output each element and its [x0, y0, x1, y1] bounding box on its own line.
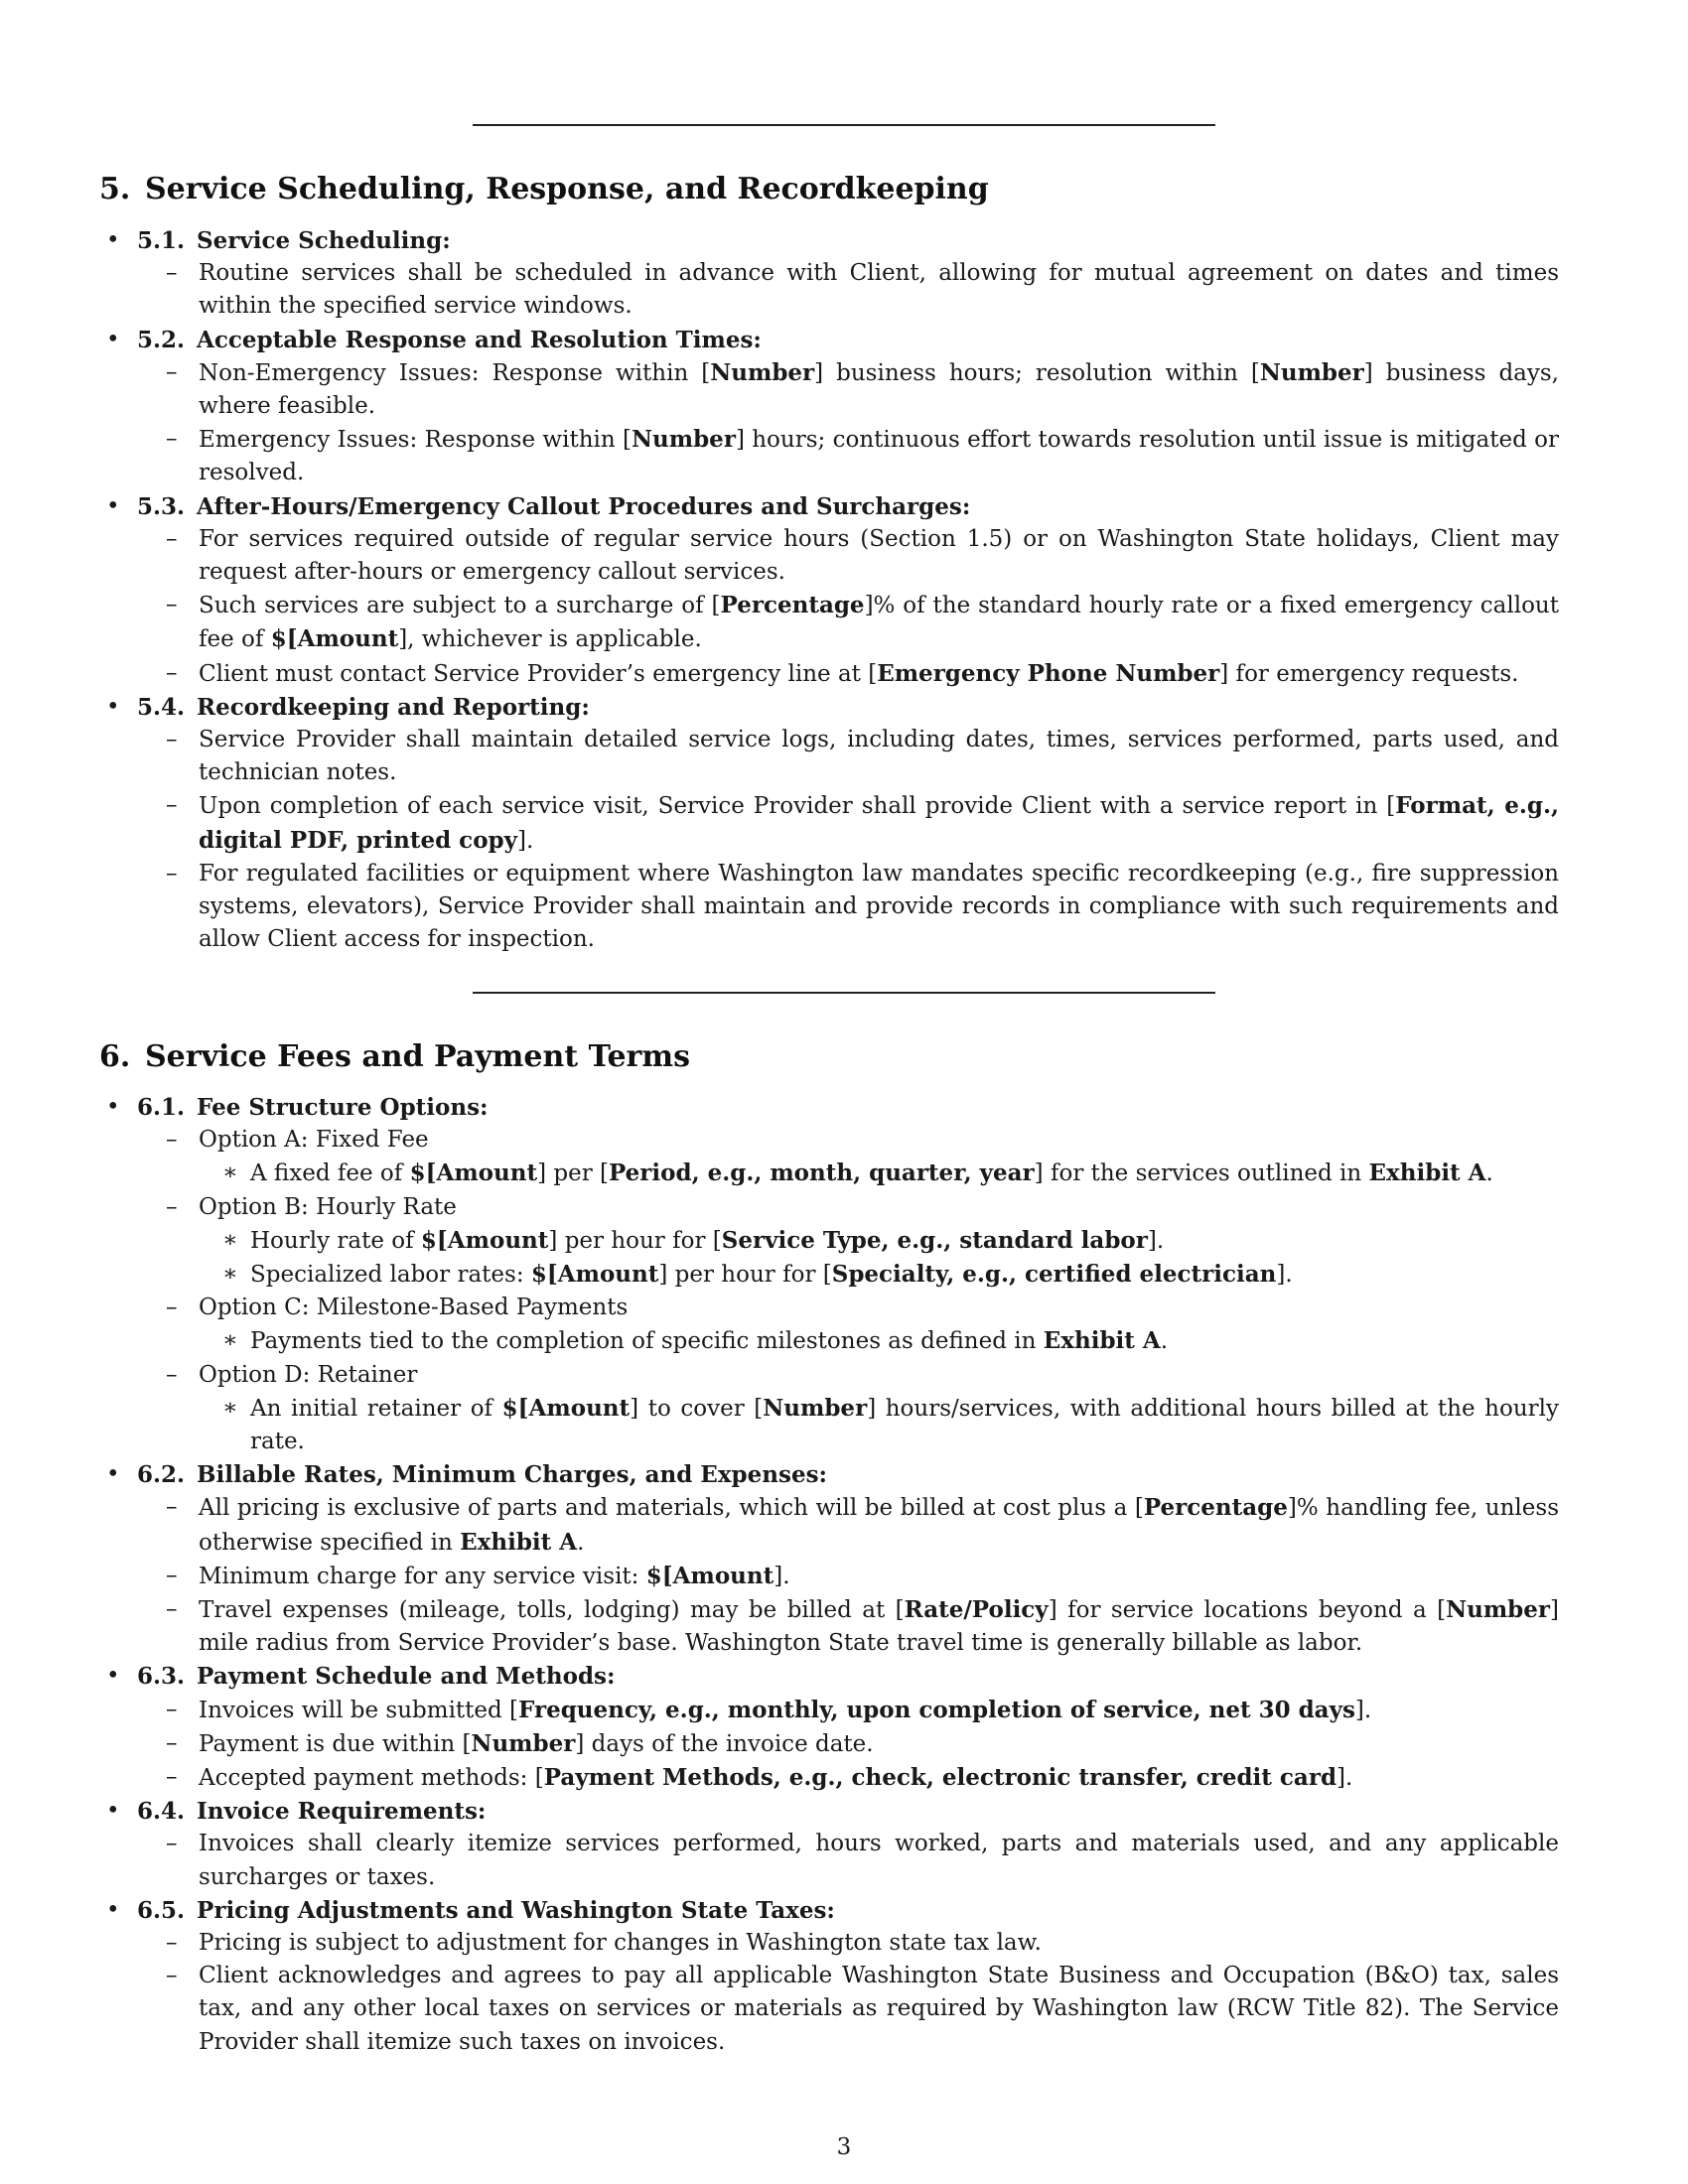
section-6-body: [0, 1091, 1688, 2059]
list-item: – Accepted payment methods: [Payment Methods, e.g., check, electronic transfer, credit card].: [166, 1764, 1353, 1792]
clause-5-1: • 5.1. Service Scheduling: – Routine services shall be scheduled in advance with Client, allowing for mutual agreement on dates and times within the specified service windows.: [137, 224, 1589, 324]
section-6-heading: 6. Service Fees and Payment Terms: [99, 1039, 690, 1074]
list-item: – For services required outside of regular service hours (Section 1.5) or on Washington State holidays, Client may request after-hours or emergency callout services.: [166, 525, 1559, 586]
list-item: – Service Provider shall maintain detailed service logs, including dates, times, services performed, parts used, and technician notes.: [166, 727, 1559, 786]
list-item: ∗ Specialized labor rates: $[Amount] per hour for [Specialty, e.g., certified electrician].: [222, 1261, 1293, 1289]
option-b: – Option B: Hourly Rate ∗ Hourly rate of $[Amount] per hour for [Service Type, e.g., standard labor]. ∗ Specialized labor rates: $[Amount] per hour for [Specialty, e.g., certified electrician].: [199, 1191, 1559, 1293]
page-number: 3: [836, 2134, 852, 2160]
list-item: ∗ An initial retainer of $[Amount] to cover [Number] hours/services, with additional hours billed at the hourly rate.: [222, 1394, 1559, 1455]
list-item: ∗ Hourly rate of $[Amount] per hour for [Service Type, e.g., standard labor].: [222, 1226, 1165, 1254]
list-item: – Minimum charge for any service visit: $[Amount].: [166, 1562, 790, 1589]
option-c: – Option C: Milestone-Based Payments ∗ Payments tied to the completion of specific milestones as defined in Exhibit A.: [199, 1292, 1559, 1358]
section-5-body: [0, 224, 1688, 956]
top-divider: [473, 124, 1215, 126]
middle-divider: [473, 992, 1215, 994]
list-item: – Such services are subject to a surcharge of [Percentage]% of the standard hourly rate or a fixed emergency callout fee of $[Amount], whichever is applicable.: [166, 592, 1559, 653]
list-item: – Emergency Issues: Response within [Number] hours; continuous effort towards resolution until issue is mitigated or resolved.: [166, 426, 1559, 486]
clause-6-5: • 6.5. Pricing Adjustments and Washington State Taxes: – Pricing is subject to adjustment for changes in Washington state tax law. – Client acknowledges and agrees to pay all applicable Washington State Business and Occupation (B&O) tax, sales tax, and any other local taxes on services or materials as required by Washington law (RCW Title 82). The Service Provider shall itemize such taxes on invoices.: [137, 1894, 1589, 2059]
list-item: – Payment is due within [Number] days of the invoice date.: [166, 1729, 874, 1757]
list-item: ∗ Payments tied to the completion of specific milestones as defined in Exhibit A.: [222, 1327, 1169, 1355]
list-item: – Routine services shall be scheduled in advance with Client, allowing for mutual agreement on dates and times within the specified service windows.: [166, 260, 1559, 320]
list-item: – For regulated facilities or equipment where Washington law mandates specific recordkeeping (e.g., fire suppression systems, elevators), Service Provider shall maintain and provide records in compliance with such requirements and allow Client access for inspection.: [166, 860, 1559, 953]
list-item: – Invoices shall clearly itemize services performed, hours worked, parts and materials used, and any applicable surcharges or taxes.: [166, 1831, 1559, 1890]
list-item: – Travel expenses (mileage, tolls, lodging) may be billed at [Rate/Policy] for service locations beyond a [Number] mile radius from Service Provider’s base. Washington State travel time is generally billable as labor.: [166, 1596, 1559, 1657]
clause-6-4: • 6.4. Invoice Requirements: – Invoices shall clearly itemize services performed, hours worked, parts and materials used, and any applicable surcharges or taxes.: [137, 1795, 1589, 1894]
list-item: – Non-Emergency Issues: Response within [Number] business hours; resolution within [Number] business days, where feasible.: [166, 358, 1559, 420]
clause-6-3: • 6.3. Payment Schedule and Methods: – Invoices will be submitted [Frequency, e.g., monthly, upon completion of service, net 30 days]. – Payment is due within [Number] days of the invoice date. – Accepted payment methods: [Payment Methods, e.g., check, electronic transfer, credit card].: [137, 1660, 1589, 1795]
list-item: – Client must contact Service Provider’s emergency line at [Emergency Phone Number] for emergency requests.: [166, 659, 1519, 687]
section-5-heading: 5. Service Scheduling, Response, and Recordkeeping: [99, 172, 989, 206]
clause-5-3: • 5.3. After-Hours/Emergency Callout Procedures and Surcharges: – For services required outside of regular service hours (Section 1.5) or on Washington State holidays, Client may request after-hours or emergency callout services. – Such services are subject to a surcharge of [Percentage]% of the standard hourly rate or a fixed emergency callout fee of $[Amount], whichever is applicable. – Client must contact Service Provider’s emergency line at [Emergency Phone Number] for emergency requests.: [137, 490, 1589, 691]
list-item: – Upon completion of each service visit, Service Provider shall provide Client with a service report in [Format, e.g., digital PDF, printed copy].: [166, 792, 1559, 854]
clause-6-2: • 6.2. Billable Rates, Minimum Charges, and Expenses: – All pricing is exclusive of parts and materials, which will be billed at cost plus a [Percentage]% handling fee, unless otherwise specified in Exhibit A. – Minimum charge for any service visit: $[Amount]. – Travel expenses (mileage, tolls, lodging) may be billed at [Rate/Policy] for service locations beyond a [Number] mile radius from Service Provider’s base. Washington State travel time is generally billable as labor.: [137, 1458, 1589, 1660]
clause-6-1: • 6.1. Fee Structure Options: – Option A: Fixed Fee ∗ A fixed fee of $[Amount] per [Period, e.g., month, quarter, year] for the services outlined in Exhibit A. – Option B: Hourly Rate ∗ Hourly rate of $[Amount] per hour for [Service Type, e.g., standard labor]. ∗ Specialized labor rates: $[Amount] per hour for [Specialty, e.g., certified electrician]. – Option C: Milestone-Based Payments ∗ Payments tied to the completion of specific milestones as defined in Exhibit A. – Option D: Retainer ∗ An initial retainer of $[Amount] to cover [Number] hours/services, with additional hours billed at the hourly rate.: [137, 1091, 1589, 1458]
clause-5-2: • 5.2. Acceptable Response and Resolution Times: – Non-Emergency Issues: Response within [Number] business hours; resolution within [Number] business days, where feasible. – Emergency Issues: Response within [Number] hours; continuous effort towards resolution until issue is mitigated or resolved.: [137, 324, 1589, 490]
option-d: – Option D: Retainer ∗ An initial retainer of $[Amount] to cover [Number] hours/services, with additional hours billed at the hourly rate.: [199, 1359, 1559, 1459]
list-item: – Pricing is subject to adjustment for changes in Washington state tax law.: [166, 1930, 1042, 1957]
list-item: – Client acknowledges and agrees to pay all applicable Washington State Business and Occupation (B&O) tax, sales tax, and any other local taxes on services or materials as required by Washington law (RCW Title 82). The Service Provider shall itemize such taxes on invoices.: [166, 1963, 1559, 2055]
option-a: – Option A: Fixed Fee ∗ A fixed fee of $[Amount] per [Period, e.g., month, quarter, year] for the services outlined in Exhibit A.: [199, 1124, 1559, 1190]
clause-5-4: • 5.4. Recordkeeping and Reporting: – Service Provider shall maintain detailed service logs, including dates, times, services performed, parts used, and technician notes. – Upon completion of each service visit, Service Provider shall provide Client with a service report in [Format, e.g., digital PDF, printed copy]. – For regulated facilities or equipment where Washington law mandates specific recordkeeping (e.g., fire suppression systems, elevators), Service Provider shall maintain and provide records in compliance with such requirements and allow Client access for inspection.: [137, 691, 1589, 957]
list-item: – All pricing is exclusive of parts and materials, which will be billed at cost plus a [Percentage]% handling fee, unless otherwise specified in Exhibit A.: [166, 1494, 1559, 1556]
list-item: – Invoices will be submitted [Frequency, e.g., monthly, upon completion of service, net 30 days].: [166, 1696, 1372, 1723]
list-item: ∗ A fixed fee of $[Amount] per [Period, e.g., month, quarter, year] for the services outlined in Exhibit A.: [222, 1160, 1493, 1187]
